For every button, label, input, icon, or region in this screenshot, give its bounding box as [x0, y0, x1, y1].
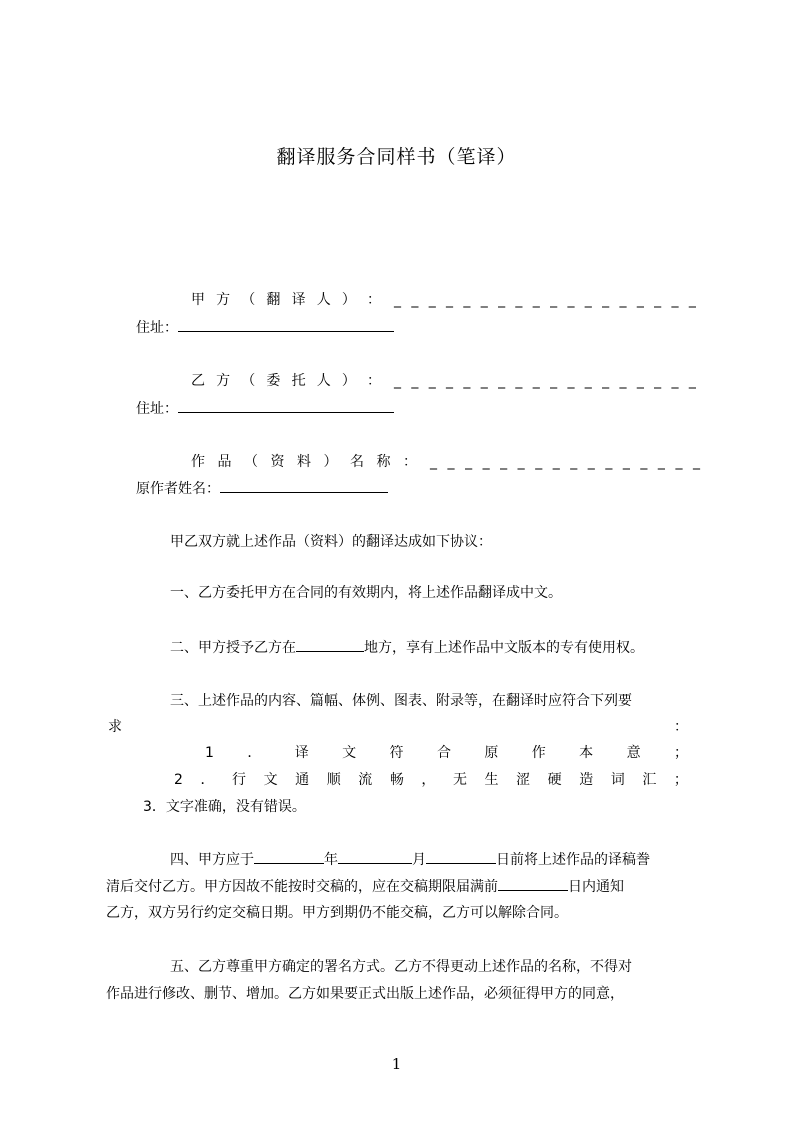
- clause-4-line-1: 四、甲方应于 年 月 日前将上述作品的译稿誊: [170, 849, 650, 870]
- deadline-day-field[interactable]: [426, 849, 496, 864]
- page-title: 翻译服务合同样书（笔译）: [276, 146, 517, 168]
- clause-2-location-field[interactable]: [296, 637, 364, 652]
- party-a-address-field[interactable]: [178, 317, 394, 332]
- work-name-fill-line: _ _ _ _ _ _ _ _ _ _ _ _ _ _ _ _: [430, 454, 700, 470]
- party-a-address-label: 住址：: [136, 320, 178, 336]
- clause-4-line-3: 乙方，双方另行约定交稿日期。甲方到期仍不能交稿，乙方可以解除合同。: [106, 905, 568, 921]
- party-b-label: 乙 方 （ 委 托 人 ） ：: [191, 373, 381, 389]
- deadline-month-field[interactable]: [338, 849, 412, 864]
- original-author: [136, 478, 388, 499]
- intro-paragraph: 甲乙双方就上述作品（资料）的翻译达成如下协议：: [170, 534, 492, 550]
- requirement-3: 3．文字准确，没有错误。: [143, 799, 306, 815]
- clause-2: 二、甲方授予乙方在 地方，享有上述作品中文版本的专有使用权。: [170, 637, 644, 658]
- party-a-fill-line: _ _ _ _ _ _ _ _ _ _ _ _ _ _ _ _ _ _: [394, 292, 696, 308]
- party-a-address: [136, 317, 394, 338]
- party-b-address-field[interactable]: [178, 398, 394, 413]
- clause-3-line-1: 三、上述作品的内容、篇幅、体例、图表、附录等，在翻译时应符合下列要: [170, 693, 632, 709]
- notice-days-field[interactable]: [498, 876, 568, 891]
- page-number: 1: [391, 1055, 402, 1073]
- original-author-field[interactable]: [220, 478, 388, 493]
- clause-1: 一、乙方委托甲方在合同的有效期内，将上述作品翻译成中文。: [170, 585, 562, 601]
- work-name-label: 作 品 （ 资 料 ） 名 称 ：: [191, 454, 417, 470]
- party-b-address: [136, 398, 394, 419]
- clause-4-line-2: 清后交付乙方。甲方因故不能按时交稿的，应在交稿期限届满前 日内通知: [106, 876, 624, 897]
- party-a-label: 甲 方 （ 翻 译 人 ） ：: [191, 292, 381, 308]
- clause-3-line-2: 求 ：: [108, 719, 688, 735]
- requirement-1: 1 ． 译 文 符 合 原 作 本 意 ；: [205, 745, 688, 761]
- party-b-fill-line: _ _ _ _ _ _ _ _ _ _ _ _ _ _ _ _ _ _: [394, 373, 696, 389]
- deadline-year-field[interactable]: [254, 849, 324, 864]
- requirement-2: 2 ． 行 文 通 顺 流 畅 ， 无 生 涩 硬 造 词 汇 ；: [174, 772, 688, 788]
- party-b-address-label: 住址：: [136, 401, 178, 417]
- clause-5-line-1: 五、乙方尊重甲方确定的署名方式。乙方不得更动上述作品的名称，不得对: [170, 959, 632, 975]
- clause-5-line-2: 作品进行修改、删节、增加。乙方如果要正式出版上述作品，必须征得甲方的同意，: [106, 986, 624, 1002]
- original-author-label: 原作者姓名：: [136, 481, 220, 497]
